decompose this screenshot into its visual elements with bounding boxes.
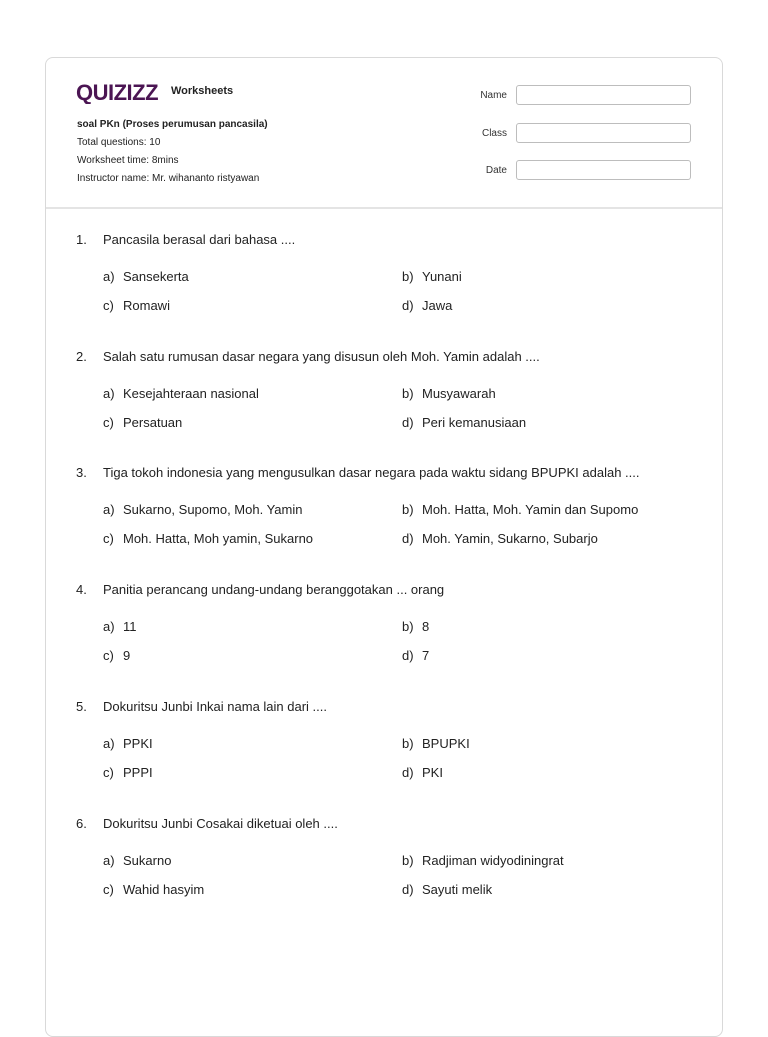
option-a[interactable] (103, 735, 153, 753)
option-b[interactable] (402, 618, 429, 636)
option-text: PPPI (123, 765, 153, 780)
answer-options (103, 735, 696, 783)
answer-options (103, 501, 696, 549)
option-b[interactable] (402, 735, 470, 753)
date-label: Date (485, 164, 507, 176)
product-name: Worksheets (171, 84, 234, 97)
option-letter: c) (103, 531, 114, 546)
option-letter: b) (402, 502, 414, 517)
option-text: Moh. Yamin, Sukarno, Subarjo (422, 531, 598, 546)
option-b[interactable] (402, 501, 638, 519)
worksheet-time: Worksheet time: 8mins (77, 155, 179, 166)
class-label: Class (481, 127, 507, 139)
option-letter: d) (402, 531, 414, 546)
option-letter: d) (402, 765, 414, 780)
option-letter: a) (103, 386, 115, 401)
option-letter: a) (103, 619, 115, 634)
option-letter: d) (402, 648, 414, 663)
option-text: Moh. Hatta, Moh. Yamin dan Supomo (422, 502, 639, 517)
option-letter: d) (402, 882, 414, 897)
option-c[interactable] (103, 881, 204, 899)
option-d[interactable] (402, 647, 429, 665)
option-b[interactable] (402, 852, 564, 870)
option-letter: a) (103, 269, 115, 284)
option-a[interactable] (103, 385, 259, 403)
option-text: Sayuti melik (422, 882, 493, 897)
option-text: Musyawarah (422, 386, 496, 401)
option-letter: b) (402, 269, 414, 284)
option-d[interactable] (402, 764, 443, 782)
option-letter: c) (103, 415, 114, 430)
option-text: 8 (422, 619, 430, 634)
instructor-name: Instructor name: Mr. wihananto ristyawan (77, 173, 260, 184)
option-letter: b) (402, 736, 414, 751)
option-c[interactable] (103, 297, 170, 315)
question-4 (76, 581, 696, 666)
option-letter: a) (103, 502, 115, 517)
option-text: BPUPKI (422, 736, 470, 751)
option-letter: c) (103, 882, 114, 897)
option-text: 11 (123, 619, 137, 634)
logo-wordmark: QUIZIZZ (76, 80, 159, 104)
quizizz-logo-icon (76, 80, 164, 104)
option-b[interactable] (402, 385, 496, 403)
option-text: Radjiman widyodiningrat (422, 853, 564, 868)
option-letter: a) (103, 736, 115, 751)
question-1 (76, 231, 696, 316)
option-text: Jawa (422, 298, 453, 313)
answer-options (103, 268, 696, 316)
name-label: Name (480, 89, 507, 101)
option-a[interactable] (103, 268, 189, 286)
total-questions: Total questions: 10 (77, 137, 161, 148)
option-c[interactable] (103, 764, 153, 782)
class-input[interactable] (516, 123, 691, 143)
name-input[interactable] (516, 85, 691, 105)
option-text: Kesejahteraan nasional (123, 386, 259, 401)
option-d[interactable] (402, 881, 492, 899)
question-number: 4. (76, 582, 87, 597)
option-c[interactable] (103, 647, 130, 665)
option-letter: c) (103, 765, 114, 780)
question-2 (76, 348, 696, 433)
option-d[interactable] (402, 414, 526, 432)
option-letter: b) (402, 386, 414, 401)
date-field-row (451, 160, 691, 180)
question-5 (76, 698, 696, 783)
question-3 (76, 464, 696, 549)
question-text: Pancasila berasal dari bahasa .... (103, 232, 296, 247)
option-text: Moh. Hatta, Moh yamin, Sukarno (123, 531, 314, 546)
option-text: Peri kemanusiaan (422, 415, 527, 430)
answer-options (103, 852, 696, 900)
question-text: Salah satu rumusan dasar negara yang disusun oleh Moh. Yamin adalah .... (103, 349, 540, 364)
option-letter: c) (103, 648, 114, 663)
question-6 (76, 815, 696, 900)
name-field-row (451, 85, 691, 105)
option-d[interactable] (402, 297, 452, 315)
question-number: 1. (76, 232, 87, 247)
brand-logo (76, 80, 233, 104)
class-field-row (451, 123, 691, 143)
worksheet-title: soal PKn (Proses perumusan pancasila) (77, 119, 268, 130)
option-a[interactable] (103, 501, 302, 519)
worksheet-header (46, 58, 722, 209)
option-letter: c) (103, 298, 114, 313)
option-text: Sukarno, Supomo, Moh. Yamin (123, 502, 303, 517)
option-text: 9 (123, 648, 131, 663)
worksheet-page (45, 57, 723, 1037)
option-text: PPKI (123, 736, 153, 751)
option-text: Sansekerta (123, 269, 189, 284)
option-text: PKI (422, 765, 443, 780)
question-number: 5. (76, 699, 87, 714)
question-number: 2. (76, 349, 87, 364)
answer-options (103, 385, 696, 433)
answer-options (103, 618, 696, 666)
option-c[interactable] (103, 530, 313, 548)
option-text: 7 (422, 648, 430, 663)
question-number: 6. (76, 816, 87, 831)
option-text: Romawi (123, 298, 170, 313)
option-letter: d) (402, 298, 414, 313)
option-text: Sukarno (123, 853, 172, 868)
option-letter: d) (402, 415, 414, 430)
option-b[interactable] (402, 268, 462, 286)
option-text: Wahid hasyim (123, 882, 205, 897)
question-text: Dokuritsu Junbi Inkai nama lain dari .... (103, 699, 327, 714)
question-text: Tiga tokoh indonesia yang mengusulkan dasar negara pada waktu sidang BPUPKI adalah .... (103, 465, 640, 480)
option-text: Persatuan (123, 415, 183, 430)
option-a[interactable] (103, 618, 137, 636)
date-input[interactable] (516, 160, 691, 180)
worksheet-info (77, 118, 268, 190)
option-letter: b) (402, 853, 414, 868)
option-a[interactable] (103, 852, 171, 870)
option-d[interactable] (402, 530, 598, 548)
question-text: Panitia perancang undang-undang beranggotakan ... orang (103, 582, 445, 597)
question-text: Dokuritsu Junbi Cosakai diketuai oleh .... (103, 816, 338, 831)
option-letter: b) (402, 619, 414, 634)
question-number: 3. (76, 465, 87, 480)
option-text: Yunani (422, 269, 462, 284)
option-c[interactable] (103, 414, 182, 432)
option-letter: a) (103, 853, 115, 868)
